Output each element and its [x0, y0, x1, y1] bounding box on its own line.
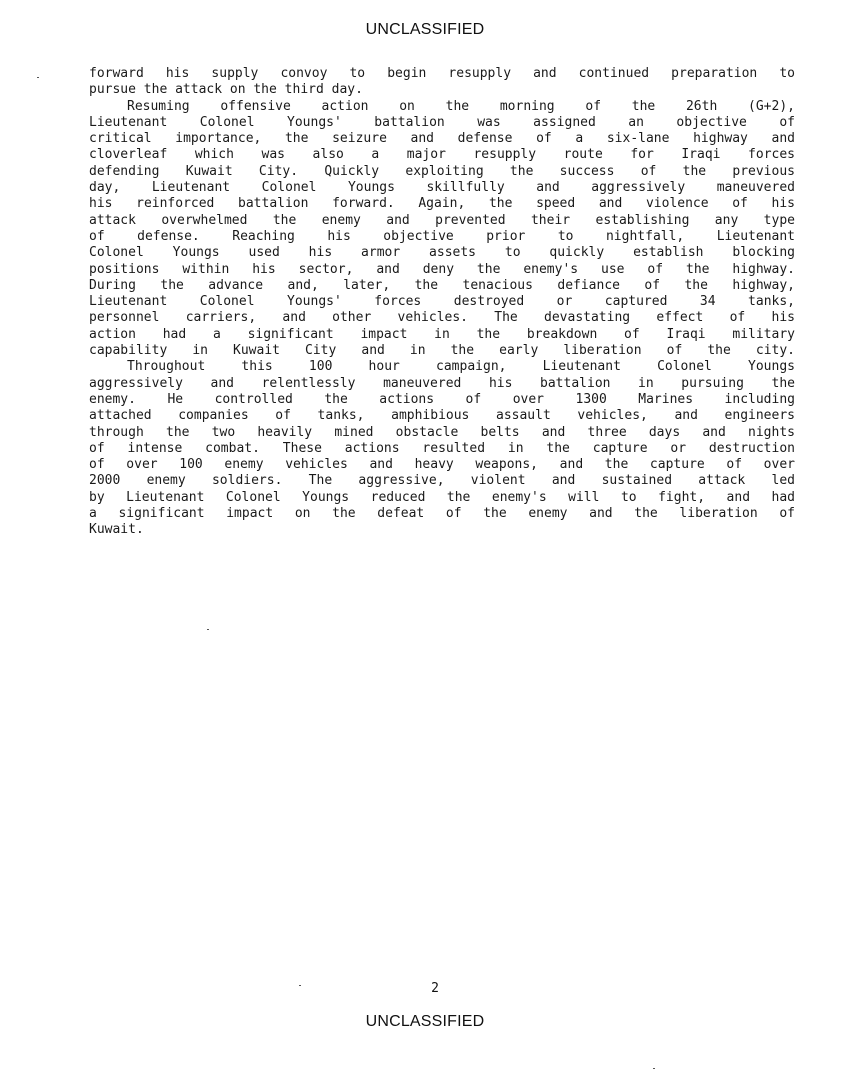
body-line: forward his supply convoy to begin resupply and continued preparation to [89, 66, 795, 81]
body-line: by Lieutenant Colonel Youngs reduced the enemy's will to fight, and had [89, 489, 795, 505]
scan-speck [299, 985, 301, 986]
citation-body [89, 66, 795, 539]
body-line: pursue the attack on the third day. [89, 82, 363, 98]
body-line: capability in Kuwait City and in the early liberation of the city. [89, 343, 795, 359]
body-line: a significant impact on the defeat of the enemy and the liberation of [89, 506, 795, 522]
body-line: Lieutenant Colonel Youngs' forces destroyed or captured 34 tanks, [89, 294, 795, 310]
body-line: 2000 enemy soldiers. The aggressive, violent and sustained attack led [89, 473, 795, 489]
body-line: Lieutenant Colonel Youngs' battalion was assigned an objective of [89, 114, 795, 130]
classification-header: UNCLASSIFIED [365, 21, 485, 38]
body-line: defending Kuwait City. Quickly exploiting the success of the previous [89, 163, 795, 179]
body-line: positions within his sector, and deny the enemy's use of the highway. [89, 261, 795, 277]
body-line: his reinforced battalion forward. Again, the speed and violence of his [89, 196, 795, 212]
body-line: critical importance, the seizure and defense of a six-lane highway and [89, 131, 795, 147]
body-line: of defense. Reaching his objective prior to nightfall, Lieutenant [89, 228, 795, 244]
scan-speck [37, 77, 39, 78]
body-line: action had a significant impact in the breakdown of Iraqi military [89, 326, 795, 342]
body-line: attached companies of tanks, amphibious assault vehicles, and engineers [89, 408, 795, 424]
body-line: Resuming offensive action on the morning of the 26th (G+2), [127, 98, 795, 114]
body-line: of intense combat. These actions resulted in the capture or destruction [89, 440, 795, 456]
body-line: of over 100 enemy vehicles and heavy weapons, and the capture of over [89, 457, 795, 473]
body-line: Kuwait. [89, 522, 144, 538]
body-line: enemy. He controlled the actions of over 1300 Marines including [89, 391, 795, 407]
body-line: During the advance and, later, the tenacious defiance of the highway, [89, 277, 795, 293]
body-line: day, Lieutenant Colonel Youngs skillfully and aggressively maneuvered [89, 180, 795, 196]
body-line: personnel carriers, and other vehicles. The devastating effect of his [89, 310, 795, 326]
scan-speck [207, 629, 209, 630]
body-line: cloverleaf which was also a major resupply route for Iraqi forces [89, 147, 795, 163]
body-line: Throughout this 100 hour campaign, Lieutenant Colonel Youngs [127, 359, 795, 375]
body-line: attack overwhelmed the enemy and prevented their establishing any type [89, 212, 795, 228]
body-line: Colonel Youngs used his armor assets to quickly establish blocking [89, 245, 795, 261]
page-number: 2 [431, 981, 439, 996]
classification-footer: UNCLASSIFIED [365, 1013, 485, 1030]
body-line: through the two heavily mined obstacle belts and three days and nights [89, 424, 795, 440]
scan-speck [653, 1068, 655, 1069]
body-line: aggressively and relentlessly maneuvered his battalion in pursuing the [89, 375, 795, 391]
